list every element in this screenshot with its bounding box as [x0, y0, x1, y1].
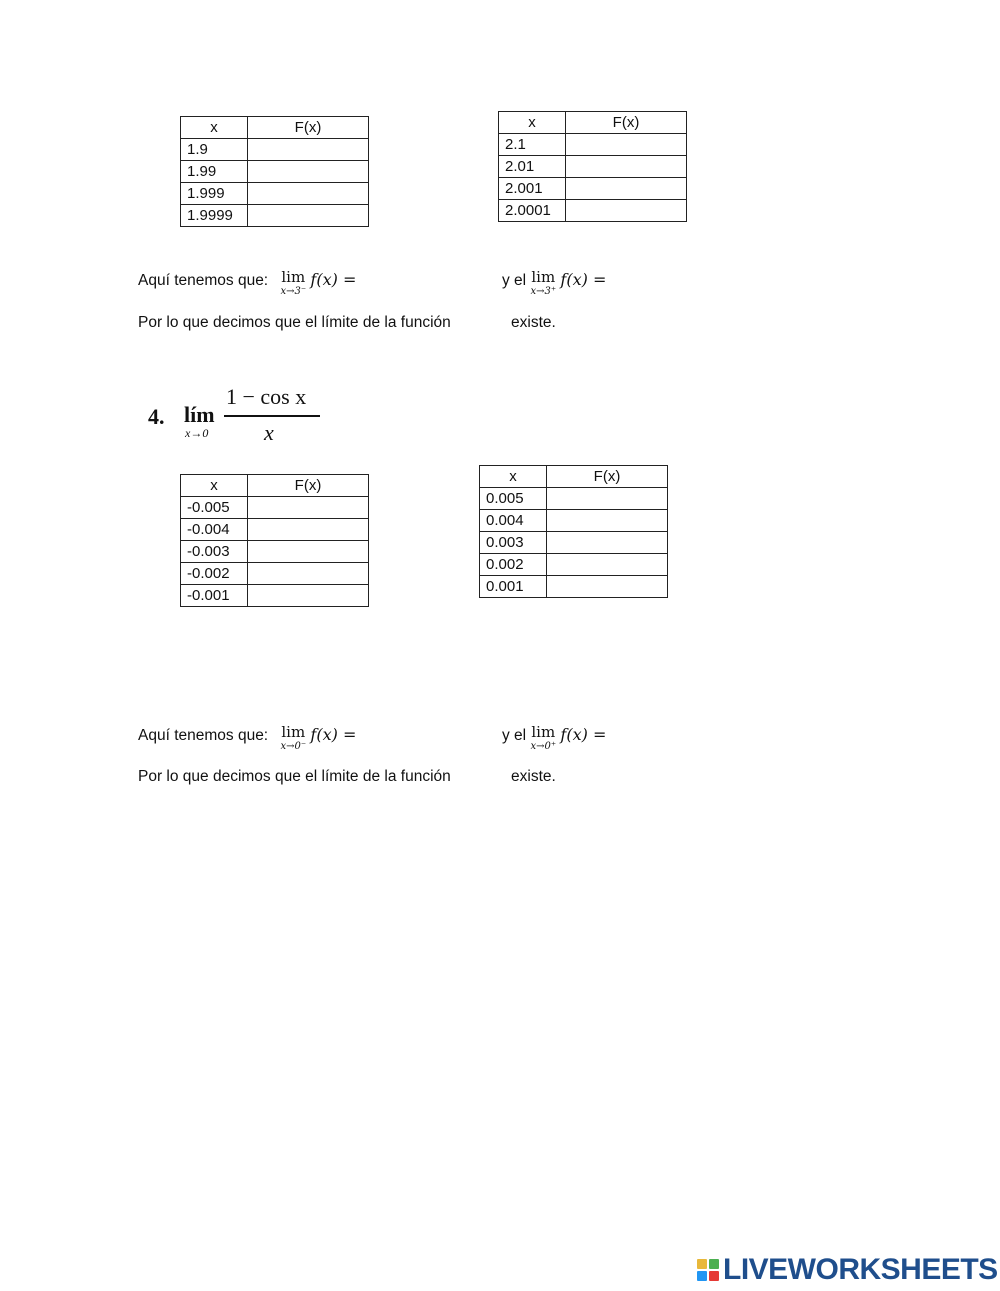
table-right-approach-3 [498, 111, 687, 222]
col-header-x: x [181, 475, 248, 497]
fx-answer-cell[interactable] [248, 161, 369, 183]
conclusion-2: Por lo que decimos que el límite de la función [138, 768, 451, 785]
fx-answer-cell[interactable] [566, 178, 687, 200]
fx-answer-cell[interactable] [248, 519, 369, 541]
table-row [499, 178, 687, 200]
x-value: 0.005 [480, 488, 547, 510]
exists-text-2: existe. [511, 768, 556, 785]
fraction-denominator: x [264, 420, 274, 445]
table-row [480, 532, 668, 554]
x-value: 1.9999 [181, 205, 248, 227]
x-value: 2.001 [499, 178, 566, 200]
intro-text: Aquí tenemos que: [138, 727, 269, 744]
fx-answer-cell[interactable] [547, 488, 668, 510]
function-expression: f(x) = [560, 270, 607, 289]
problem-number: 4. [148, 404, 165, 429]
fx-answer-cell[interactable] [248, 541, 369, 563]
fx-answer-cell[interactable] [248, 497, 369, 519]
x-value: -0.002 [181, 563, 248, 585]
x-value: -0.004 [181, 519, 248, 541]
left-limit: lim x→0⁻ [280, 723, 307, 752]
fx-answer-cell[interactable] [248, 205, 369, 227]
col-header-x: x [499, 112, 566, 134]
fx-answer-cell[interactable] [566, 134, 687, 156]
intro-text: Aquí tenemos que: [138, 272, 269, 289]
right-limit: lim x→3⁺ [530, 268, 557, 297]
table-row [480, 576, 668, 598]
x-value: 0.002 [480, 554, 547, 576]
x-value: 1.9 [181, 139, 248, 161]
col-header-fx: F(x) [248, 475, 369, 497]
right-limit-answer[interactable] [632, 268, 732, 290]
table-row [499, 200, 687, 222]
table-row [480, 554, 668, 576]
table-row [181, 563, 369, 585]
x-value: 1.999 [181, 183, 248, 205]
fx-answer-cell[interactable] [547, 576, 668, 598]
conclusion-1: Por lo que decimos que el límite de la función [138, 314, 451, 331]
left-limit: lim x→3⁻ [280, 268, 307, 297]
table-row [181, 205, 369, 227]
table-row [499, 156, 687, 178]
x-value: -0.005 [181, 497, 248, 519]
limit-statement-1 [138, 270, 356, 297]
fx-answer-cell[interactable] [566, 156, 687, 178]
fx-answer-cell[interactable] [248, 183, 369, 205]
x-value: 0.004 [480, 510, 547, 532]
fraction-bar [224, 415, 320, 417]
function-expression: f(x) = [560, 725, 607, 744]
logo-text: LIVEWORKSHEETS [723, 1253, 998, 1286]
fx-answer-cell[interactable] [248, 139, 369, 161]
fx-answer-cell[interactable] [248, 563, 369, 585]
table-row [181, 585, 369, 607]
logo-blocks-icon [697, 1259, 719, 1281]
function-expression: f(x) = [310, 725, 357, 744]
table-row [181, 139, 369, 161]
right-limit-answer[interactable] [632, 723, 732, 745]
fx-answer-cell[interactable] [566, 200, 687, 222]
col-header-fx: F(x) [547, 466, 668, 488]
x-value: 2.01 [499, 156, 566, 178]
conclusion-2-answer[interactable] [474, 766, 506, 788]
table-row [499, 134, 687, 156]
liveworksheets-logo [697, 1253, 998, 1287]
col-header-fx: F(x) [566, 112, 687, 134]
table-row [181, 183, 369, 205]
table-left-approach-0 [180, 474, 369, 607]
col-header-x: x [480, 466, 547, 488]
fx-answer-cell[interactable] [547, 554, 668, 576]
table-left-approach-3 [180, 116, 369, 227]
x-value: 2.0001 [499, 200, 566, 222]
x-value: -0.001 [181, 585, 248, 607]
table-row [181, 497, 369, 519]
fx-answer-cell[interactable] [248, 585, 369, 607]
table-row [480, 488, 668, 510]
limit-statement-1-right: y el lim x→3⁺ f(x) = [502, 268, 607, 297]
col-header-x: x [181, 117, 248, 139]
limit-statement-2 [138, 725, 356, 752]
left-limit-answer[interactable] [385, 268, 485, 290]
limit-statement-2-right: y el lim x→0⁺ f(x) = [502, 723, 607, 752]
conclusion-1-answer[interactable] [474, 312, 506, 334]
x-value: 1.99 [181, 161, 248, 183]
table-right-approach-0 [479, 465, 668, 598]
col-header-fx: F(x) [248, 117, 369, 139]
fx-answer-cell[interactable] [547, 532, 668, 554]
x-value: 0.001 [480, 576, 547, 598]
table-row [480, 510, 668, 532]
x-value: 2.1 [499, 134, 566, 156]
table-row [181, 161, 369, 183]
x-value: 0.003 [480, 532, 547, 554]
left-limit-answer[interactable] [385, 723, 485, 745]
table-row [181, 519, 369, 541]
function-expression: f(x) = [310, 270, 357, 289]
exists-text-1: existe. [511, 314, 556, 331]
x-value: -0.003 [181, 541, 248, 563]
fraction-numerator: 1 − cos x [226, 384, 307, 409]
fx-answer-cell[interactable] [547, 510, 668, 532]
table-row [181, 541, 369, 563]
right-limit: lim x→0⁺ [530, 723, 557, 752]
